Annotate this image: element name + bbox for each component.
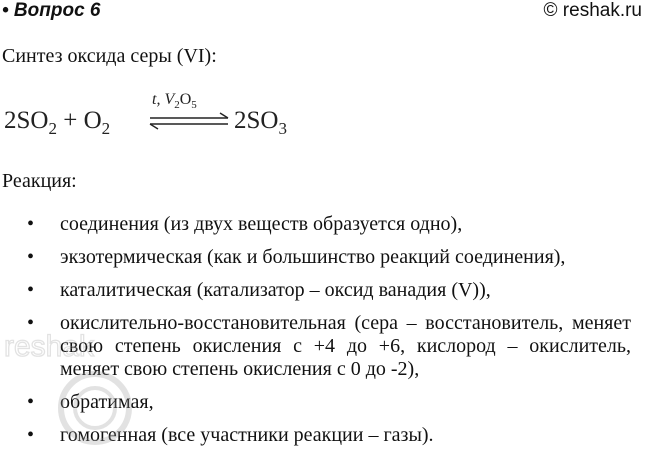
equation-left: $2SO_2 + O_2$ <box>4 107 111 138</box>
list-item: • соединения (из двух веществ образуется одно), <box>27 213 463 235</box>
bullet: • <box>27 279 35 301</box>
equation-right: $2SO_3$ <box>234 107 287 138</box>
reaction-label: Реакция: <box>2 170 77 192</box>
reversible-arrow <box>150 113 228 129</box>
reaction-properties-list <box>0 213 645 457</box>
list-item: • экзотермическая (как и большинство реакций соединения), <box>27 246 566 268</box>
list-item: • окислительно-восстановительная (сера – восстановитель, меняет свою степень окисления с +4 до +6, кислород – окислитель, меняет свою степень окисления с 0 до -2), <box>27 312 631 380</box>
intro-text: Синтез оксида серы (VI): <box>2 45 217 67</box>
svg-text:reshak: reshak <box>4 330 95 363</box>
bullet: • <box>27 246 35 268</box>
list-item: • гомогенная (все участники реакции – газы). <box>27 424 434 446</box>
bullet: • <box>27 312 35 334</box>
list-item: • обратимая, <box>27 391 154 413</box>
bullet: • <box>27 424 35 446</box>
bullet: • <box>27 391 35 413</box>
header <box>0 0 645 26</box>
chemical-equation <box>4 88 324 152</box>
equation-condition: t, $V_2O_5$ <box>152 91 197 111</box>
bullet: • <box>27 213 35 235</box>
list-item: • каталитическая (катализатор – оксид ванадия (V)), <box>27 279 491 301</box>
site-credit[interactable]: © reshak.ru <box>543 0 642 21</box>
question-title: • Вопрос 6 <box>2 0 101 21</box>
